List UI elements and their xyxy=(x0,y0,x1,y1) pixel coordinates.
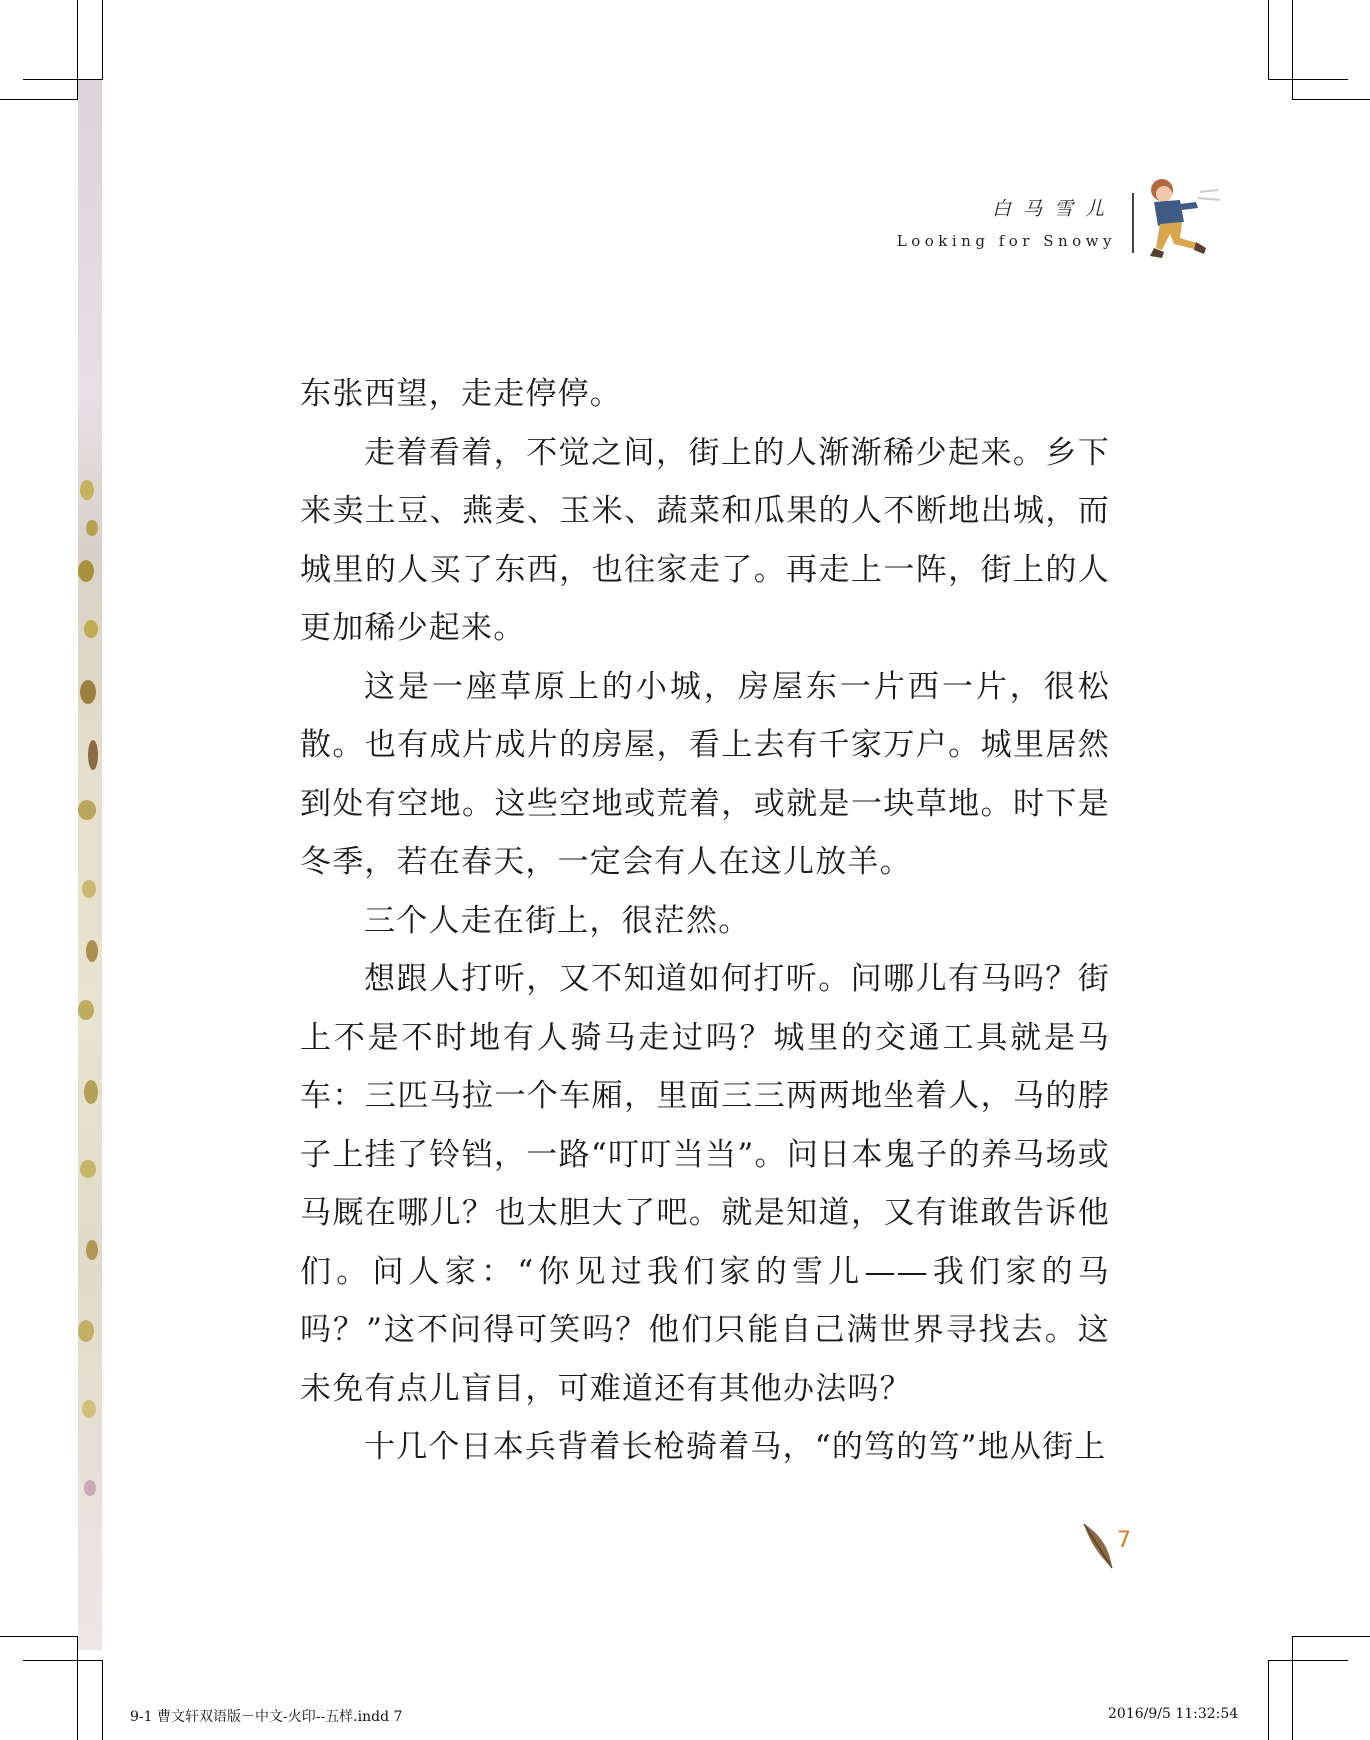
body-text xyxy=(300,365,1110,1477)
crop-mark xyxy=(77,1636,78,1740)
crop-mark xyxy=(1292,99,1370,100)
crop-mark xyxy=(1292,0,1293,100)
leaf-decoration xyxy=(78,1320,94,1342)
crop-mark xyxy=(1292,1636,1293,1740)
leaf-decoration xyxy=(88,740,98,770)
leaf-decoration xyxy=(86,1240,98,1260)
leaf-decoration xyxy=(84,1480,96,1496)
feather-icon xyxy=(1080,1522,1116,1572)
paragraph: 东张西望，走走停停。 xyxy=(300,376,622,412)
leaf-decoration xyxy=(84,1080,98,1104)
crop-mark xyxy=(1268,1660,1348,1661)
leaf-decoration xyxy=(86,940,98,962)
crop-mark xyxy=(1268,0,1269,80)
paragraph: 走着看着，不觉之间，街上的人渐渐稀少起来。乡下来卖土豆、燕麦、玉米、蔬菜和瓜果的人不断地出城，而城里的人买了东西，也往家走了。再走上一阵，街上的人更加稀少起来。 xyxy=(300,434,1110,646)
leaf-decoration xyxy=(84,620,98,638)
leaf-decoration xyxy=(82,1400,96,1418)
crop-mark xyxy=(102,1660,103,1740)
page-number: 7 xyxy=(1117,1528,1131,1553)
leaf-decoration xyxy=(78,560,94,582)
paragraph: 三个人走在街上，很茫然。 xyxy=(364,902,751,939)
paragraph: 十几个日本兵背着长枪骑着马，“的笃的笃”地从街上 xyxy=(364,1429,1107,1465)
running-boy-illustration xyxy=(1140,172,1230,272)
crop-mark xyxy=(1268,79,1348,80)
leaf-decoration xyxy=(86,520,98,536)
crop-mark xyxy=(0,1636,78,1637)
running-header-subtitle: Looking for Snowy xyxy=(896,232,1116,250)
watercolor-border xyxy=(78,80,102,1650)
crop-mark xyxy=(23,1660,103,1661)
leaf-decoration xyxy=(80,480,94,500)
crop-mark xyxy=(102,0,103,80)
running-header-title: 白马雪儿 xyxy=(991,198,1116,220)
crop-mark xyxy=(0,99,78,100)
leaf-decoration xyxy=(78,800,96,820)
paragraph: 想跟人打听，又不知道如何打听。问哪儿有马吗？街上不是不时地有人骑马走过吗？城里的交通工具就是马车：三匹马拉一个车厢，里面三三两两地坐着人，马的脖子上挂了铃铛，一路“叮叮当当”。问日本鬼子的养马场或马厩在哪儿？也太胆大了吧。就是知道，又有谁敢告诉他们。问人家：“你见过我们家的雪儿——我们家的马吗？”这不问得可笑吗？他们只能自己满世界寻找去。这未免有点儿盲目，可难道还有其他办法吗？ xyxy=(300,961,1110,1407)
header-divider xyxy=(1132,193,1134,253)
crop-mark xyxy=(1268,1660,1269,1740)
leaf-decoration xyxy=(80,680,96,704)
leaf-decoration xyxy=(82,880,96,898)
paragraph: 这是一座草原上的小城，房屋东一片西一片，很松散。也有成片成片的房屋，看上去有千家万户。城里居然到处有空地。这些空地或荒着，或就是一块草地。时下是冬季，若在春天，一定会有人在这儿放羊。 xyxy=(300,668,1110,880)
leaf-decoration xyxy=(78,1000,94,1020)
footer-timestamp: 2016/9/5 11:32:54 xyxy=(1108,1706,1239,1722)
footer-filename: 9-1 曹文轩双语版－中文-火印--五样.indd 7 xyxy=(130,1709,403,1725)
crop-mark xyxy=(1292,1636,1370,1637)
leaf-decoration xyxy=(80,1160,96,1178)
